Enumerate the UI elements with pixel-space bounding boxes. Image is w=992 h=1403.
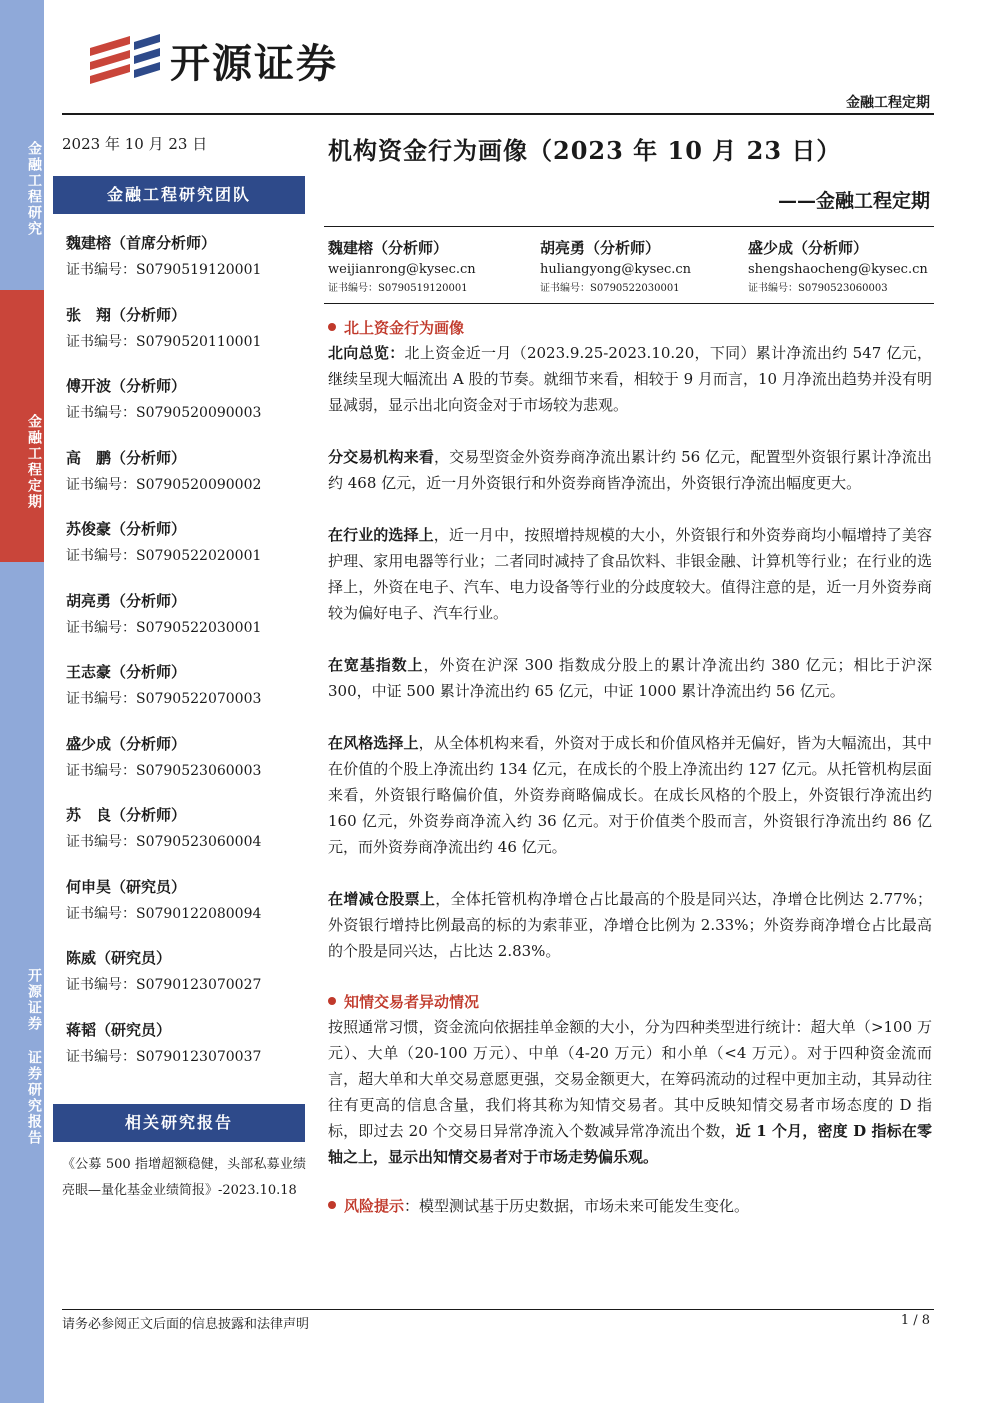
analyst-cert: 证书编号：S0790519120001	[66, 262, 262, 278]
analyst-cert: 证书编号：S0790522030001	[66, 619, 262, 636]
paragraph	[328, 522, 932, 626]
author-name: 魏建榕（分析师）	[328, 239, 449, 257]
paragraph	[328, 444, 932, 496]
analyst-entry	[66, 230, 306, 302]
related-reports-title: 相关研究报告	[53, 1104, 305, 1142]
section-title	[328, 316, 932, 340]
author-card	[328, 236, 476, 298]
paragraph	[328, 886, 932, 964]
paragraph-lead: 在增减仓股票上	[328, 890, 436, 908]
page-number: 1 / 8	[900, 1313, 930, 1328]
paragraph-text: ，从全体机构来看，外资对于成长和价值风格并无偏好，皆为大幅流出，其中在价值的个股上净流出约 134 亿元，在成长的个股上净流出约 127 亿元。从托管机构层面来看，外资银行略偏价值，外资券商略偏成长。在成长风格的个股上，外资银行净流出约 160 亿元，外资券商净流入约 36 亿元。对于价值类个股而言，外资银行净流出约 86 亿元，而外资券商净流出约 46 亿元。	[328, 734, 932, 856]
analyst-name: 陈威（研究员）	[66, 949, 172, 967]
analyst-name: 盛少成（分析师）	[66, 734, 187, 753]
footer-disclaimer: 请务必参阅正文后面的信息披露和法律声明	[62, 1317, 310, 1332]
paragraph-text: 按照通常习惯，资金流向依据挂单金额的大小，分为四种类型进行统计：超大单（>100 万元）、大单（20-100 万元）、中单（4-20 万元）和小单（<4 万元）。对于四种资金流而言，超大单和大单交易意愿更强，交易金额更大，在筹码流动的过程中更加主动，其异动往往有更高的信息含量，我们将其称为知情交易者。其中反映知情交易者市场态度的 D 指标，即过去 20 个交易日异常净流入个数减异常净流出个数，	[328, 1018, 932, 1140]
footer-divider	[62, 1309, 934, 1310]
author-cert: 证书编号：S0790523060003	[748, 283, 888, 294]
paragraph-text: ，外资在沪深 300 指数成分股上的累计净流出约 380 亿元；相比于沪深 300，中证 500 累计净流出约 65 亿元，中证 1000 累计净流出约 56 亿元。	[328, 656, 932, 700]
analyst-name: 魏建榕（首席分析师）	[66, 234, 217, 252]
analyst-entry	[66, 802, 306, 874]
paragraph	[328, 652, 932, 704]
section-title-text: 知情交易者异动情况	[344, 993, 480, 1011]
series-label: 金融工程定期	[846, 95, 930, 111]
analyst-cert: 证书编号：S0790520090003	[66, 405, 262, 421]
paragraph	[328, 340, 932, 418]
analyst-cert: 证书编号：S0790523060004	[66, 834, 262, 850]
analyst-entry	[66, 874, 306, 946]
bullet-icon	[328, 323, 336, 331]
paragraph-lead: 分交易机构来看	[328, 448, 434, 466]
team-title: 金融工程研究团队	[53, 176, 305, 214]
paragraph-lead: 在宽基指数上	[328, 656, 424, 674]
analyst-name: 苏 良（分析师）	[66, 806, 187, 824]
analyst-entry	[66, 445, 306, 517]
company-name: 开源证券	[170, 41, 338, 87]
analyst-cert: 证书编号：S0790522020001	[66, 548, 262, 564]
analyst-entry	[66, 731, 306, 803]
author-cert: 证书编号：S0790522030001	[540, 283, 680, 294]
section-title	[328, 990, 932, 1014]
analyst-name: 胡亮勇（分析师）	[66, 591, 187, 610]
analyst-cert: 证书编号：S0790520090002	[66, 476, 262, 493]
analyst-name: 苏俊豪（分析师）	[66, 520, 187, 538]
analyst-name: 高 鹏（分析师）	[66, 448, 187, 467]
analyst-list	[66, 230, 306, 1088]
analyst-entry	[66, 302, 306, 374]
title-divider	[324, 226, 934, 227]
sidebar-top-label: 金融工程研究	[0, 0, 44, 290]
header-divider	[62, 113, 934, 115]
paragraph-lead: 在行业的选择上	[328, 526, 434, 544]
paragraph-text: 北上资金近一月（2023.9.25-2023.10.20，下同）累计净流出约 547 亿元，继续呈现大幅流出 A 股的节奏。就细节来看，相较于 9 月而言，10 月净流出趋势并没有明显减弱，显示出北向资金对于市场较为悲观。	[328, 344, 932, 414]
analyst-name: 蒋韬（研究员）	[66, 1020, 172, 1039]
author-email[interactable]: shengshaocheng@kysec.cn	[748, 262, 928, 277]
analyst-entry	[66, 373, 306, 445]
paragraph-lead: 在风格选择上	[328, 734, 419, 752]
author-name: 胡亮勇（分析师）	[540, 239, 661, 257]
analyst-cert: 证书编号：S0790520110001	[66, 333, 262, 350]
author-email[interactable]: huliangyong@kysec.cn	[540, 262, 692, 277]
bullet-icon	[328, 1201, 336, 1209]
paragraph-lead: 北向总览：	[328, 344, 405, 362]
document-title: 机构资金行为画像（2023 年 10 月 23 日）	[328, 136, 842, 165]
sidebar-bottom-label: 开源证券 证券研究报告	[0, 562, 44, 1403]
paragraph-text: ，交易型资金外资券商净流出累计约 56 亿元，配置型外资银行累计净流出约 468 亿元，近一月外资银行和外资券商皆净流出，外资银行净流出幅度更大。	[328, 448, 932, 492]
analyst-cert: 证书编号：S0790523060003	[66, 762, 262, 779]
analyst-entry	[66, 516, 306, 588]
paragraph-conclusion: 近 1 个月，密度 D 指标在零轴之上，显示出知情交易者对于市场走势偏乐观。	[328, 1122, 932, 1166]
analyst-entry	[66, 1017, 306, 1089]
analyst-name: 何申昊（研究员）	[66, 877, 187, 896]
paragraph-text: ，近一月中，按照增持规模的大小，外资银行和外资券商均小幅增持了美容护理、家用电器等行业；二者同时减持了食品饮料、非银金融、计算机等行业；在行业的选择上，外资在电子、汽车、电力设备等行业的分歧度较大。值得注意的是，近一月外资券商较为偏好电子、汽车行业。	[328, 526, 932, 622]
author-email[interactable]: weijianrong@kysec.cn	[328, 262, 476, 277]
analyst-entry	[66, 659, 306, 731]
risk-text: ：模型测试基于历史数据，市场未来可能发生变化。	[404, 1197, 750, 1215]
risk-note	[328, 1194, 932, 1218]
author-cert: 证书编号：S0790519120001	[328, 283, 468, 294]
author-divider	[324, 303, 934, 304]
paragraph-text: ，全体托管机构净增仓占比最高的个股是同兴达，净增仓比例达 2.77%；外资银行增持比例最高的标的为索菲亚，净增仓比例为 2.33%；外资券商净增仓占比最高的个股是同兴达，占比达 2.83%。	[328, 890, 932, 960]
analyst-cert: 证书编号：S0790123070027	[66, 977, 262, 993]
author-card	[540, 236, 691, 298]
related-report-link[interactable]: 《公募 500 指增超额稳健，头部私募业绩亮眼—量化基金业绩简报》-2023.10.18	[62, 1157, 306, 1198]
sidebar-mid-label: 金融工程定期	[0, 290, 44, 562]
analyst-cert: 证书编号：S0790522070003	[66, 691, 262, 707]
analyst-name: 张 翔（分析师）	[66, 305, 187, 324]
analyst-entry	[66, 588, 306, 660]
analyst-name: 王志豪（分析师）	[66, 663, 187, 681]
paragraph	[328, 730, 932, 860]
document-subtitle: ——金融工程定期	[777, 190, 930, 212]
risk-title: 风险提示	[344, 1197, 405, 1215]
bullet-icon	[328, 997, 336, 1005]
author-card	[748, 236, 928, 298]
analyst-cert: 证书编号：S0790122080094	[66, 905, 262, 922]
section-title-text: 北上资金行为画像	[344, 319, 465, 337]
analyst-name: 傅开波（分析师）	[66, 377, 187, 395]
analyst-entry	[66, 945, 306, 1017]
author-name: 盛少成（分析师）	[748, 239, 869, 257]
analyst-cert: 证书编号：S0790123070037	[66, 1048, 262, 1065]
report-date: 2023 年 10 月 23 日	[62, 135, 208, 153]
report-body	[328, 316, 932, 1218]
paragraph	[328, 1014, 932, 1170]
